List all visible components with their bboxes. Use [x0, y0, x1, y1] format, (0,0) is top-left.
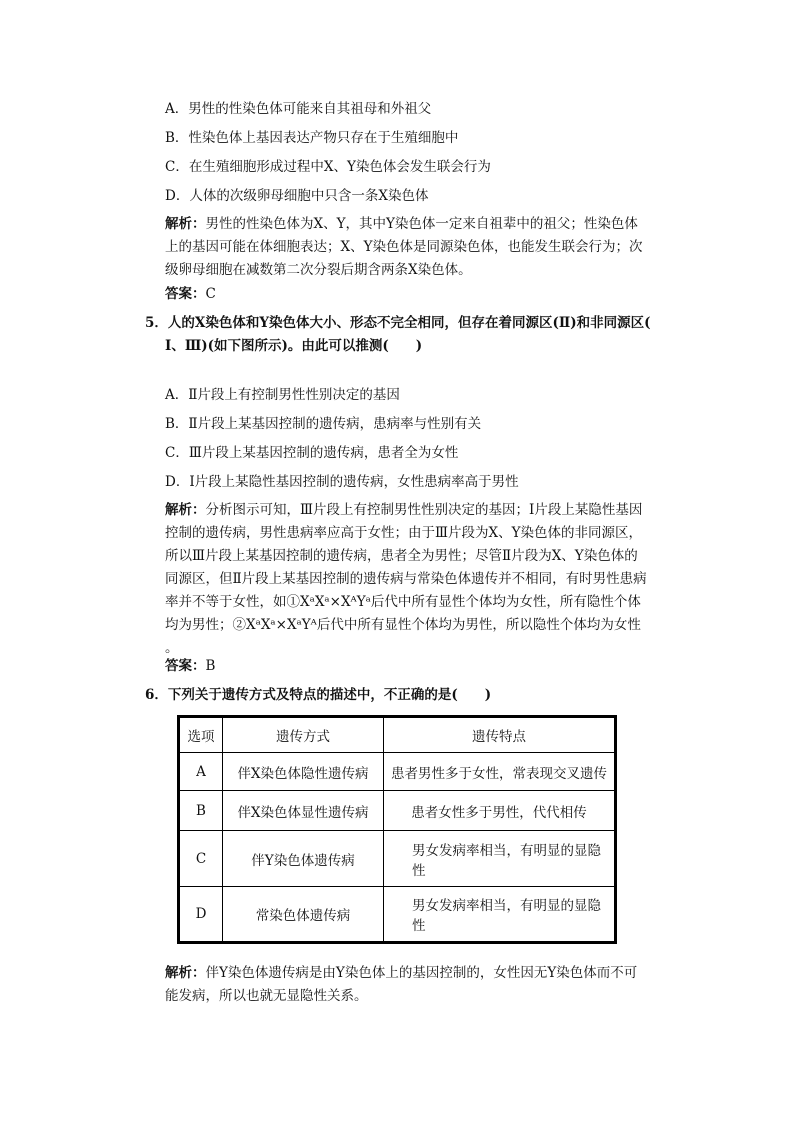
table-cell: 伴Y染色体遗传病 — [223, 831, 384, 887]
table-row — [179, 753, 616, 791]
table-row — [179, 887, 616, 943]
table-header-cell: 遗传方式 — [223, 717, 384, 753]
q5-analysis: 解析：分析图示可知，Ⅲ片段上有控制男性性别决定的基因；Ⅰ片段上某隐性基因 控制的遗传病，男性患病率应高于女性；由于Ⅲ片段为X、Y染色体的非同源区， 所以Ⅲ片段上某基因控制的遗传病，患者全为男性；尽管Ⅱ片段为X、Y染色体的 同源区，但Ⅱ片段上某基因控制的遗传病与常染色体遗传并不相同，有时男性患病 率并不等于女性，如①XᵃXᵃ×XᴬYᵃ后代中所有显性个体均为女性，所有隐性个体 均为男性；②XᵃXᵃ×XᵃYᴬ后代中所有显性个体均为男性，所以隐性个体均为女性 。 — [165, 502, 647, 656]
table-cell: 常染色体遗传病 — [223, 887, 384, 943]
table-header-row — [179, 717, 616, 753]
table-cell: 男女发病率相当，有明显的显隐性 — [384, 831, 616, 887]
q5-option-b: B．Ⅱ片段上某基因控制的遗传病，患病率与性别有关 — [165, 416, 482, 432]
table-cell: 患者男性多于女性，常表现交叉遗传 — [384, 753, 616, 791]
prev-analysis: 解析：男性的性染色体为X、Y，其中Y染色体一定来自祖辈中的祖父；性染色体 上的基因可能在体细胞表达；X、Y染色体是同源染色体，也能发生联会行为；次 级卵母细胞在减数第二次分裂后期含两条X染色体。 — [165, 216, 643, 278]
q5-answer: 答案：B — [165, 658, 216, 674]
inheritance-table — [177, 715, 617, 944]
table-row — [179, 831, 616, 887]
table-cell: A — [179, 753, 223, 791]
table-cell: 伴X染色体显性遗传病 — [223, 791, 384, 831]
analysis-label: 解析： — [165, 216, 206, 232]
prev-option-b: B．性染色体上基因表达产物只存在于生殖细胞中 — [165, 130, 459, 146]
q5-option-a: A．Ⅱ片段上有控制男性性别决定的基因 — [165, 387, 400, 403]
table-row — [179, 791, 616, 831]
table-cell: 伴X染色体隐性遗传病 — [223, 753, 384, 791]
q5-stem-line2: Ⅰ、Ⅲ)(如下图所示)。由此可以推测( ) — [165, 338, 423, 354]
q5-option-c: C．Ⅲ片段上某基因控制的遗传病，患者全为女性 — [165, 445, 459, 461]
prev-option-d: D．人体的次级卵母细胞中只含一条X染色体 — [165, 188, 429, 204]
prev-answer: 答案：C — [165, 286, 216, 302]
table-cell: D — [179, 887, 223, 943]
q5-stem-line1: 5．人的X染色体和Y染色体大小、形态不完全相同，但存在着同源区(Ⅱ)和非同源区( — [145, 315, 651, 331]
q6-analysis: 解析：伴Y染色体遗传病是由Y染色体上的基因控制的，女性因无Y染色体而不可 能发病，所以也就无显隐性关系。 — [165, 965, 638, 1004]
prev-option-a: A．男性的性染色体可能来自其祖母和外祖父 — [165, 101, 432, 117]
table-header-cell: 遗传特点 — [384, 717, 616, 753]
table-cell: B — [179, 791, 223, 831]
prev-option-c: C．在生殖细胞形成过程中X、Y染色体会发生联会行为 — [165, 159, 491, 175]
table-cell: 男女发病率相当，有明显的显隐性 — [384, 887, 616, 943]
table-cell: C — [179, 831, 223, 887]
table-cell: 患者女性多于男性，代代相传 — [384, 791, 616, 831]
q6-stem: 6．下列关于遗传方式及特点的描述中，不正确的是( ) — [145, 687, 492, 703]
table-header-cell: 选项 — [179, 717, 223, 753]
q5-option-d: D．Ⅰ片段上某隐性基因控制的遗传病，女性患病率高于男性 — [165, 474, 519, 490]
